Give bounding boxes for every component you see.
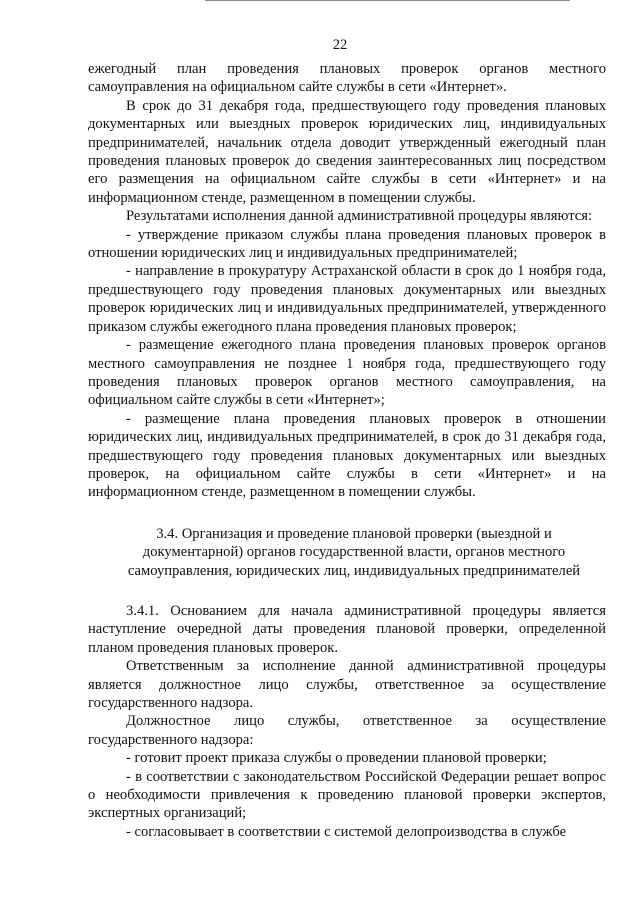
list-item: - готовит проект приказа службы о проведении плановой проверки;: [126, 750, 547, 767]
paragraph: В срок до 31 декабря года, предшествующего году проведения плановых документарных или выездных проверок юридических лиц, индивидуальных предпринимателей, начальник отдела доводит утвержденный ежегодный план проведения плановых проверок до сведения заинтересованных лиц посредством его размещения на официальном сайте службы в сети «Интернет» и на информационном стенде, размещенном в помещении службы.: [88, 97, 606, 206]
list-item: - согласовывает в соответствии с системой делопроизводства в службе: [126, 823, 567, 840]
scan-edge-line: [205, 0, 570, 1]
section-heading-line: 3.4. Организация и проведение плановой проверки (выездной и: [156, 525, 552, 542]
paragraph: 3.4.1. Основанием для начала административной процедуры является наступление очередной даты проведения плановой проверки, определенной планом проведения плановых проверок.: [88, 602, 606, 656]
list-item: - в соответствии с законодательством Российской Федерации решает вопрос о необходимости привлечения к проведению плановой проверки экспертов, экспертных организаций;: [88, 768, 606, 822]
document-body: [88, 60, 606, 841]
list-item: - утверждение приказом службы плана проведения плановых проверок в отношении юридических лиц и индивидуальных предпринимателей;: [88, 226, 606, 262]
paragraph: Ответственным за исполнение данной административной процедуры является должностное лицо службы, ответственное за осуществление государственного надзора.: [88, 658, 606, 711]
paragraph: Результатами исполнения данной административной процедуры являются:: [126, 208, 593, 225]
list-item: - направление в прокуратуру Астраханской области в срок до 1 ноября года, предшествующего году проведения плановых документарных или выездных проверок юридических лиц и индивидуальных предпринимателей, утвержденного приказом службы ежегодного плана проведения плановых проверок;: [88, 263, 606, 335]
page-number: 22: [332, 37, 348, 53]
paragraph: ежегодный план проведения плановых проверок органов местного самоуправления на официальном сайте службы в сети «Интернет».: [88, 61, 606, 96]
section-heading-line: документарной) органов государственной власти, органов местного: [142, 544, 566, 561]
section-heading-line: самоуправления, юридических лиц, индивидуальных предпринимателей: [127, 562, 581, 579]
list-item: - размещение ежегодного плана проведения плановых проверок органов местного самоуправления не позднее 1 ноября года, предшествующего году проведения плановых проверок органов местного самоуправления, на официальном сайте службы в сети «Интернет»;: [88, 337, 606, 409]
list-item: - размещение плана проведения плановых проверок в отношении юридических лиц, индивидуальных предпринимателей, в срок до 31 декабря года, предшествующего году проведения плановых документарных или выездных проверок, на официальном сайте службы в сети «Интернет» и на информационном стенде, размещенном в помещении службы.: [88, 410, 606, 501]
paragraph: Должностное лицо службы, ответственное за осуществление государственного надзора:: [88, 713, 606, 748]
section-heading: [88, 525, 606, 580]
